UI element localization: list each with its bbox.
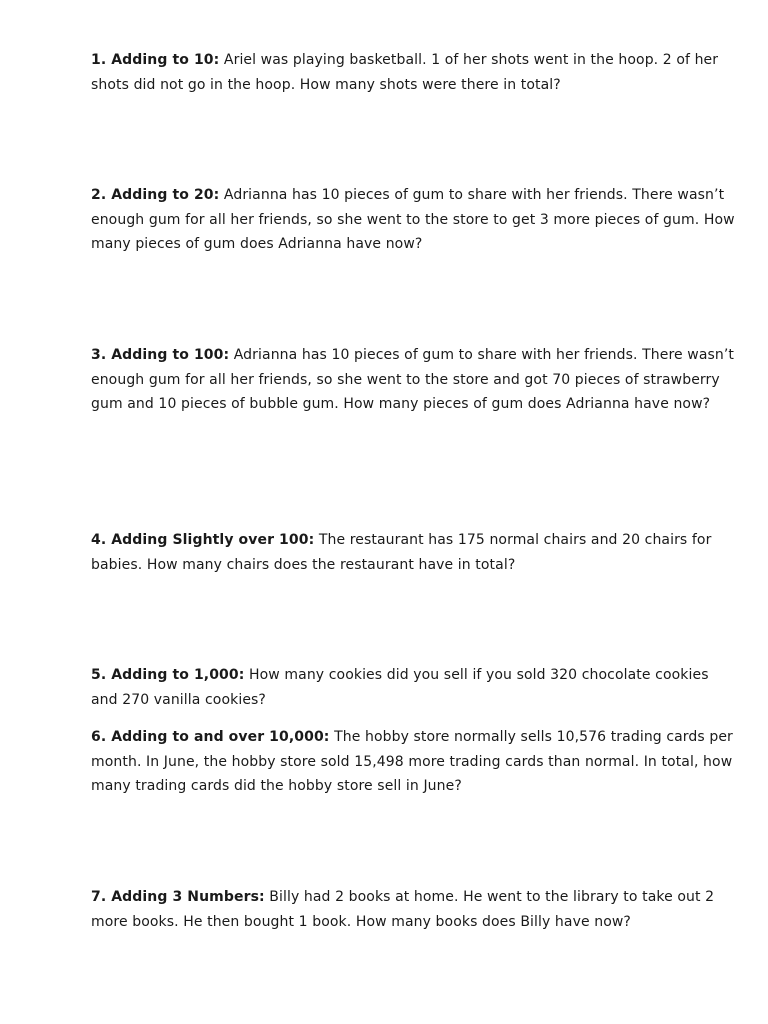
problem-1 (91, 48, 739, 97)
problem-6 (91, 725, 739, 799)
problem-1-text: Ariel was playing basketball. 1 of her shots went in the hoop. 2 of her shots did not go in the hoop. How many shots were there in total? (91, 52, 719, 93)
problem-5-text: How many cookies did you sell if you sold 320 chocolate cookies and 270 vanilla cookies? (91, 667, 709, 708)
problem-2-label: 2. Adding to 20: (91, 187, 220, 203)
problem-1-label: 1. Adding to 10: (91, 52, 220, 68)
problem-7 (91, 885, 739, 934)
problem-5-label: 5. Adding to 1,000: (91, 667, 245, 683)
problem-2-text: Adrianna has 10 pieces of gum to share with her friends. There wasn’t enough gum for all her friends, so she went to the store to get 3 more pieces of gum. How many pieces of gum does Adrianna have now? (91, 187, 735, 252)
problem-3-label: 3. Adding to 100: (91, 347, 230, 363)
problem-3 (91, 343, 739, 417)
problem-4 (91, 528, 739, 577)
problem-6-text: The hobby store normally sells 10,576 trading cards per month. In June, the hobby store sold 15,498 more trading cards than normal. In total, how many trading cards did the hobby store sell in June? (91, 729, 733, 794)
problem-3-text: Adrianna has 10 pieces of gum to share with her friends. There wasn’t enough gum for all her friends, so she went to the store and got 70 pieces of strawberry gum and 10 pieces of bubble gum. How many pieces of gum does Adrianna have now? (91, 347, 734, 412)
problem-4-label: 4. Adding Slightly over 100: (91, 532, 315, 548)
problem-2 (91, 183, 739, 257)
problem-7-label: 7. Adding 3 Numbers: (91, 889, 265, 905)
problem-6-label: 6. Adding to and over 10,000: (91, 729, 330, 745)
problem-4-text: The restaurant has 175 normal chairs and 20 chairs for babies. How many chairs does the restaurant have in total? (91, 532, 712, 573)
problem-7-text: Billy had 2 books at home. He went to the library to take out 2 more books. He then bought 1 book. How many books does Billy have now? (91, 889, 715, 930)
problem-5 (91, 663, 739, 712)
